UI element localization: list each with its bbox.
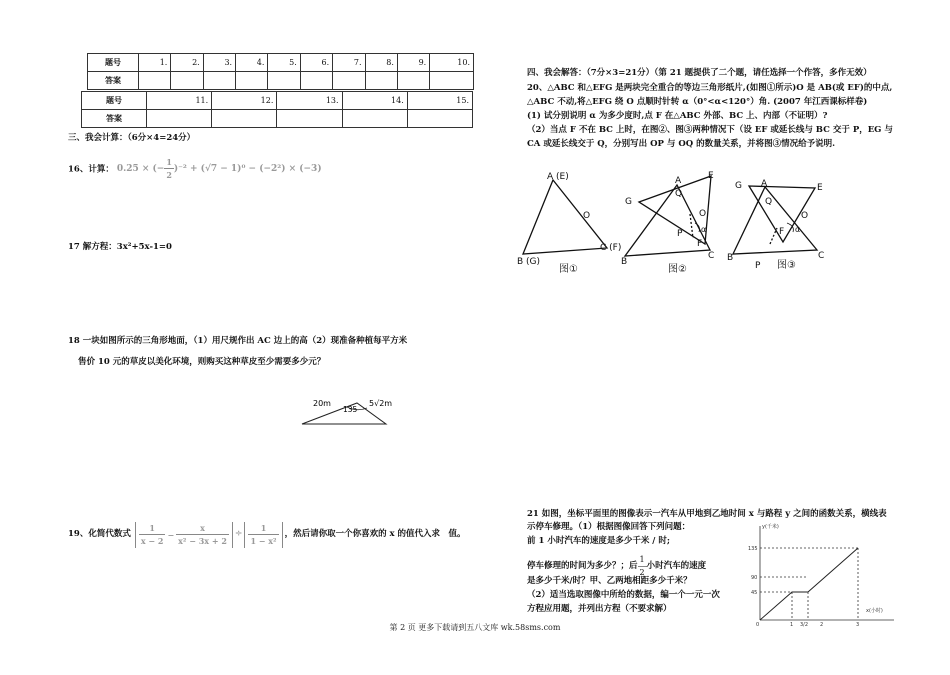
table-cell: 3. (203, 54, 235, 72)
fig2-label-F: F (697, 239, 703, 249)
question-18-line2: 售价 10 元的草皮以美化环境，则购买这种草皮至少需要多少元？ (78, 357, 326, 367)
fig3-label-Q: Q (765, 197, 773, 207)
table-cell: 11. (147, 92, 212, 110)
answer-cell (397, 72, 429, 90)
origin-label: 0 (756, 622, 760, 628)
triangle-left-side: 20m (313, 399, 331, 408)
table-cell: 4. (236, 54, 268, 72)
fig3-label-C: C (818, 251, 825, 261)
q21-line5: 是多少千米/时？甲、乙两地相距多少千米？ (527, 576, 692, 586)
triangle-right-side: 5√2m (369, 399, 393, 408)
q16-expr-b: )⁻² + (√7 − 1)⁰ − (−2²) × (−3) (173, 164, 322, 175)
answer-cell (268, 72, 300, 90)
triangle-angle-label: 135 (343, 405, 358, 414)
question-16 (68, 156, 322, 182)
table-cell: 8. (365, 54, 397, 72)
table-cell: 13. (277, 92, 342, 110)
q21-frac-num: 1 (638, 554, 647, 567)
fig2-label-O: O (699, 209, 707, 219)
q16-frac-den: 2 (166, 170, 172, 181)
q16-label: 16、计算： (68, 164, 114, 175)
table-cell: 5. (268, 54, 300, 72)
q19-f3-den: 1 − x² (250, 536, 277, 547)
distance-time-graph (748, 520, 898, 630)
y-tick-label: 45 (751, 590, 758, 596)
answer-cell (212, 110, 277, 128)
fig2-caption: 图② (668, 264, 687, 275)
y-tick-label: 135 (748, 546, 758, 552)
answer-cell (342, 110, 407, 128)
table-row (88, 72, 474, 90)
fig1-caption: 图① (559, 264, 578, 275)
q21-line7: 方程应用题，并列出方程（不要求解） (527, 604, 672, 614)
x-tick-label: 3 (856, 622, 860, 628)
fig2-label-A: A (675, 176, 682, 186)
q19-expression (135, 522, 233, 548)
table-row (82, 92, 473, 110)
answer-cell (333, 72, 365, 90)
q19-label: 19、化简代数式 (68, 529, 131, 540)
q19-divisor (244, 522, 282, 548)
table-header-cell: 题号 (82, 92, 147, 110)
q19-f1-den: x − 2 (140, 536, 164, 547)
q21-line4b: 小时汽车的速度 (646, 561, 707, 572)
fig3-label-O: O (801, 211, 809, 221)
answer-cell (430, 72, 474, 90)
fig1-label-O: O (583, 211, 591, 221)
fig2-label-C: C (708, 251, 715, 261)
answer-cell (407, 110, 472, 128)
fig2-label-Q: Q (675, 189, 683, 199)
table-cell: 12. (212, 92, 277, 110)
table-row (82, 110, 473, 128)
fig2-label-E: E (708, 171, 714, 181)
fig3-label-B: B (727, 253, 734, 263)
graph-ylabel: y(千米) (762, 524, 779, 530)
q16-expression (116, 157, 322, 181)
q19-f2-den: x² − 3x + 2 (178, 536, 227, 547)
section-4-heading: 四、我会解答：（7分×3=21分）（第 21 题提供了二个题，请任选择一个作答，多作无效） (527, 68, 872, 78)
q21-line3: 前 1 小时汽车的速度是多少千米 / 时; (527, 536, 670, 546)
fig3-label-F: F (779, 227, 785, 237)
answer-cell (147, 110, 212, 128)
q19-f1-num: 1 (139, 522, 166, 535)
question-19 (68, 522, 466, 548)
q21-line2: 示停车修理。（1）根据图像回答下列问题： (527, 522, 691, 532)
y-tick-label: 90 (751, 575, 758, 581)
table-cell: 1. (139, 54, 171, 72)
q19-f3-num: 1 (248, 522, 278, 535)
table-header-cell: 题号 (88, 54, 139, 72)
question-18-line1: 18 一块如图所示的三角形地面，（1）用尺规作出 AC 边上的高（2）现准备种植每平方米 (68, 336, 408, 346)
fig3-label-P: P (755, 261, 761, 271)
fig2-label-G: G (625, 197, 632, 207)
q16-frac-num: 1 (164, 156, 174, 169)
q20-line2: △ABC 不动,将△EFG 绕 O 点顺时针转 α（0°<α<120°）角. (2007 年江西课标样卷) (527, 97, 868, 107)
answer-cell (277, 110, 342, 128)
fig3-label-E: E (817, 183, 823, 193)
table-cell: 10. (430, 54, 474, 72)
section-3-heading: 三、我会计算：（6分×4=24分） (68, 133, 196, 143)
fig3-label-alpha: α (795, 225, 801, 234)
table-cell: 9. (397, 54, 429, 72)
x-tick-label: 3/2 (800, 622, 809, 628)
table-cell: 15. (407, 92, 472, 110)
q21-line4a: 停车修理的时间为多少？；后 (527, 561, 638, 572)
table-row (88, 54, 474, 72)
q20-line4: （2）当点 F 不在 BC 上时，在图②、图③两种情况下（设 EF 或延长线与 BC 交于 P，EG 与 (527, 125, 893, 135)
answer-cell (139, 72, 171, 90)
fig2-label-P: P (677, 229, 683, 239)
answer-cell (171, 72, 203, 90)
graph-xlabel: x(小时) (866, 608, 883, 614)
q16-expr-a: 0.25 × (− (116, 164, 165, 175)
answer-cell (236, 72, 268, 90)
q20-line5: CA 或延长线交于 Q，分别写出 OP 与 OQ 的数量关系，并将图③情况给予说明. (527, 139, 836, 149)
fig1-label-A: A (E) (547, 172, 569, 182)
q19-divide: ÷ (234, 528, 243, 539)
fig3-label-A: A (761, 179, 768, 189)
answer-cell (365, 72, 397, 90)
table-header-cell: 答案 (88, 72, 139, 90)
q19-tail: ，然后请你取一个你喜欢的 x 的值代入求 值。 (284, 529, 466, 540)
table-cell: 6. (300, 54, 332, 72)
triangle-figure (295, 390, 405, 430)
q20-figures (515, 168, 845, 278)
x-tick-label: 1 (790, 622, 794, 628)
answer-table-2 (81, 91, 473, 128)
fig2-label-alpha: α (701, 225, 707, 234)
q21-line6: （2）适当选取图像中所给的数据，编一个一元一次 (527, 590, 720, 600)
table-cell: 14. (342, 92, 407, 110)
q20-line3: (1) 试分别说明 α 为多少度时,点 F 在△ABC 外部、BC 上、内部（不证明）? (527, 111, 828, 121)
q19-f2-num: x (176, 522, 229, 535)
table-header-cell: 答案 (82, 110, 147, 128)
answer-cell (300, 72, 332, 90)
page-footer: 第 2 页 更多下载请到五八文库 wk.58sms.com (389, 623, 561, 632)
graph-line (760, 548, 858, 620)
question-17: 17 解方程：3x²+5x-1=0 (68, 242, 172, 252)
table-cell: 7. (333, 54, 365, 72)
x-tick-label: 2 (820, 622, 824, 628)
q19-minus: − (167, 529, 175, 540)
fig1-label-C: C (F) (600, 243, 622, 253)
fig3-caption: 图③ (777, 260, 796, 271)
fig1-label-B: B (G) (517, 257, 541, 267)
q21-frac-den: 2 (639, 568, 645, 578)
fig3-label-G: G (735, 181, 742, 191)
answer-table-1 (87, 53, 474, 90)
table-cell: 2. (171, 54, 203, 72)
answer-cell (203, 72, 235, 90)
q20-line1: 20、△ABC 和△EFG 是两块完全重合的等边三角形纸片,(如图①所示)O 是 AB(或 EF)的中点, (527, 83, 893, 93)
fig2-label-B: B (621, 257, 628, 267)
q21-line1: 21 如图，坐标平面里的图像表示一汽车从甲地到乙地时间 x 与路程 y 之间的函数关系，横线表 (527, 509, 887, 519)
